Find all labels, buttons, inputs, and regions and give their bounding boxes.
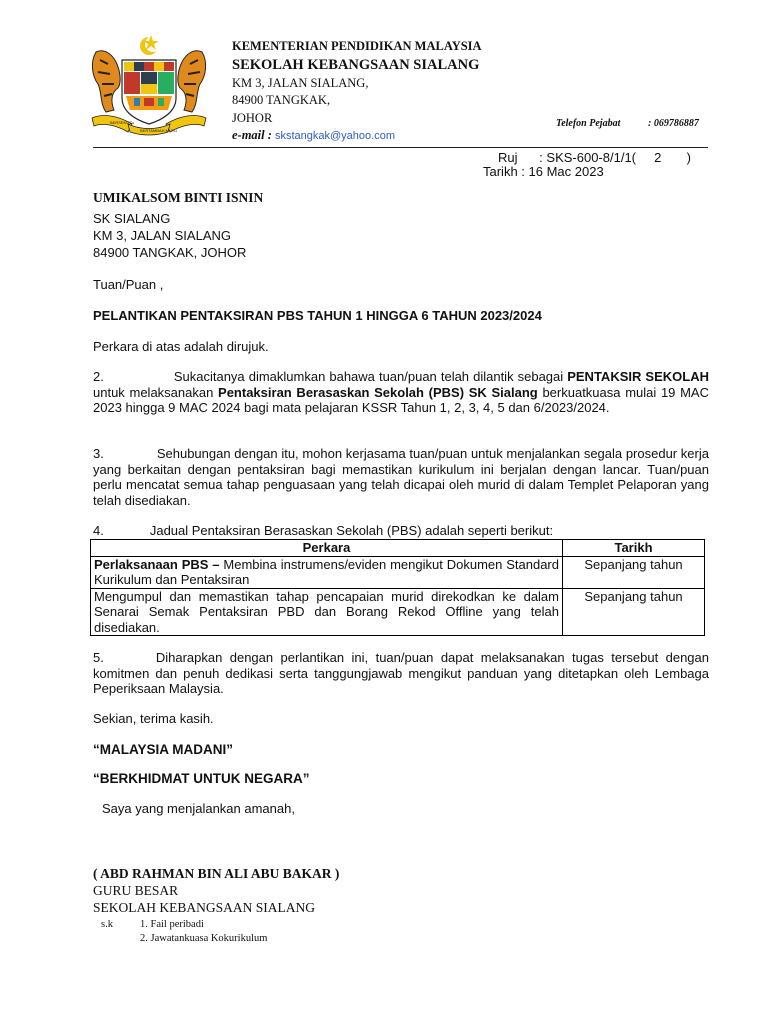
slogan-berkhidmat: “BERKHIDMAT UNTUK NEGARA” (93, 771, 310, 786)
recipient-address-line2: KM 3, JALAN SIALANG (93, 228, 231, 243)
school-address-line3: JOHOR (232, 110, 273, 125)
phone-number: : 069786887 (648, 118, 699, 129)
reference-number: Ruj : SKS-600-8/1/1( 2 ) (498, 150, 691, 165)
paragraph-3-text: Sehubungan dengan itu, mohon kerjasama tuan/puan untuk menjalankan segala prosedur kerja yang berkaitan dengan pentaksiran bagi memastikan kurikulum ini berjalan dengan lancar. Tuan/puan perlu mencatat semua tahap penguasaan yang telah dicapai oleh murid di dalam Templet Pelaporan yang telah disediakan. (93, 446, 709, 508)
paragraph-2-programme: Pentaksiran Berasaskan Sekolah (PBS) SK Sialang (218, 384, 538, 400)
paragraph-4 (93, 523, 709, 539)
header-divider (93, 147, 708, 148)
crest-ribbon-left-text: BERSEKUTU (110, 120, 135, 125)
letterhead (232, 38, 482, 146)
table-row (91, 556, 705, 588)
closing: Sekian, terima kasih. (93, 711, 214, 726)
paragraph-4-text: Jadual Pentaksiran Berasaskan Sekolah (PBS) adalah seperti berikut: (149, 523, 554, 538)
table-row (91, 588, 705, 636)
trust-line: Saya yang menjalankan amanah, (102, 801, 295, 816)
paragraph-2-role: PENTAKSIR SEKOLAH (567, 369, 709, 384)
phone-label: Telefon Pejabat (556, 118, 621, 129)
table-cell-perkara-1-bold: Perlaksanaan PBS – (94, 556, 220, 572)
table-header-perkara: Perkara (91, 540, 563, 557)
school-address-line2: 84900 TANGKAK, (232, 93, 331, 107)
slogan-malaysia-madani: “MALAYSIA MADANI” (93, 742, 234, 757)
table-cell-perkara-1 (91, 556, 563, 588)
cc-item-2: 2. Jawatankuasa Kokurikulum (140, 933, 268, 944)
email-label: e-mail : (232, 128, 272, 142)
crest-ribbon-right-text: BERTAMBAH MUTU (140, 128, 178, 133)
paragraph-5-number: 5. (93, 650, 104, 665)
signatory-name: ( ABD RAHMAN BIN ALI ABU BAKAR ) (93, 866, 340, 881)
recipient-address-line3: 84900 TANGKAK, JOHOR (93, 245, 247, 260)
cc-list (140, 918, 267, 946)
paragraph-5-text: Diharapkan dengan perlantikan ini, tuan/puan dapat melaksanakan tugas tersebut dengan komitmen dan penuh dedikasi serta tanggungjawab mengikut panduan yang ditetapkan oleh Lembaga Peperiksaan Malaysia. (93, 650, 709, 697)
coat-of-arms-logo (88, 32, 210, 138)
table-cell-perkara-2: Mengumpul dan memastikan tahap pencapaian murid direkodkan ke dalam Senarai Semak Pentaksiran PBD dan Borang Rekod Offline yang telah disediakan. (91, 588, 563, 636)
letter-date: Tarikh : 16 Mac 2023 (483, 164, 604, 179)
signatory-title: GURU BESAR (93, 883, 179, 898)
paragraph-5 (93, 650, 709, 697)
table-header-tarikh: Tarikh (563, 540, 705, 557)
table-cell-perkara-1-text: Membina instrumens/eviden mengikut Dokumen Standard Kurikulum dan Pentaksiran (94, 556, 559, 587)
table-header-row (91, 540, 705, 557)
cc-label: s.k (101, 919, 113, 930)
paragraph-3 (93, 446, 709, 508)
paragraph-2-text-1: Sukacitanya dimaklumkan bahawa tuan/puan telah dilantik sebagai (173, 369, 568, 384)
email-line (232, 127, 482, 146)
salutation: Tuan/Puan , (93, 277, 164, 292)
table-cell-tarikh-2: Sepanjang tahun (563, 588, 705, 636)
signatory-school: SEKOLAH KEBANGSAAN SIALANG (93, 900, 315, 915)
schedule-table (90, 539, 705, 636)
letter-subject: PELANTIKAN PENTAKSIRAN PBS TAHUN 1 HINGGA 6 TAHUN 2023/2024 (93, 308, 542, 323)
school-name: SEKOLAH KEBANGSAAN SIALANG (232, 56, 480, 73)
email-link[interactable]: skstangkak@yahoo.com (271, 130, 395, 142)
recipient-name: UMIKALSOM BINTI ISNIN (93, 190, 264, 205)
ministry-name: KEMENTERIAN PENDIDIKAN MALAYSIA (232, 39, 482, 53)
cc-item-1: 1. Fail peribadi (140, 919, 204, 930)
recipient-address-line1: SK SIALANG (93, 211, 171, 226)
school-address-line1: KM 3, JALAN SIALANG, (232, 75, 369, 90)
paragraph-2-text-3: berkuatkuasa mulai 19 MAC 2023 hingga 9 MAC 2024 bagi mata pelajaran KSSR Tahun 1, 2, 3, 4, 5 dan 6/2023/2024. (93, 384, 709, 416)
intro-paragraph: Perkara di atas adalah dirujuk. (93, 339, 269, 354)
recipient-address (93, 210, 709, 261)
paragraph-2 (93, 369, 709, 416)
table-cell-tarikh-1: Sepanjang tahun (563, 556, 705, 588)
paragraph-3-number: 3. (93, 446, 104, 461)
paragraph-4-number: 4. (93, 523, 104, 538)
paragraph-2-text-2: untuk melaksanakan (93, 384, 219, 400)
paragraph-2-number: 2. (93, 369, 104, 384)
